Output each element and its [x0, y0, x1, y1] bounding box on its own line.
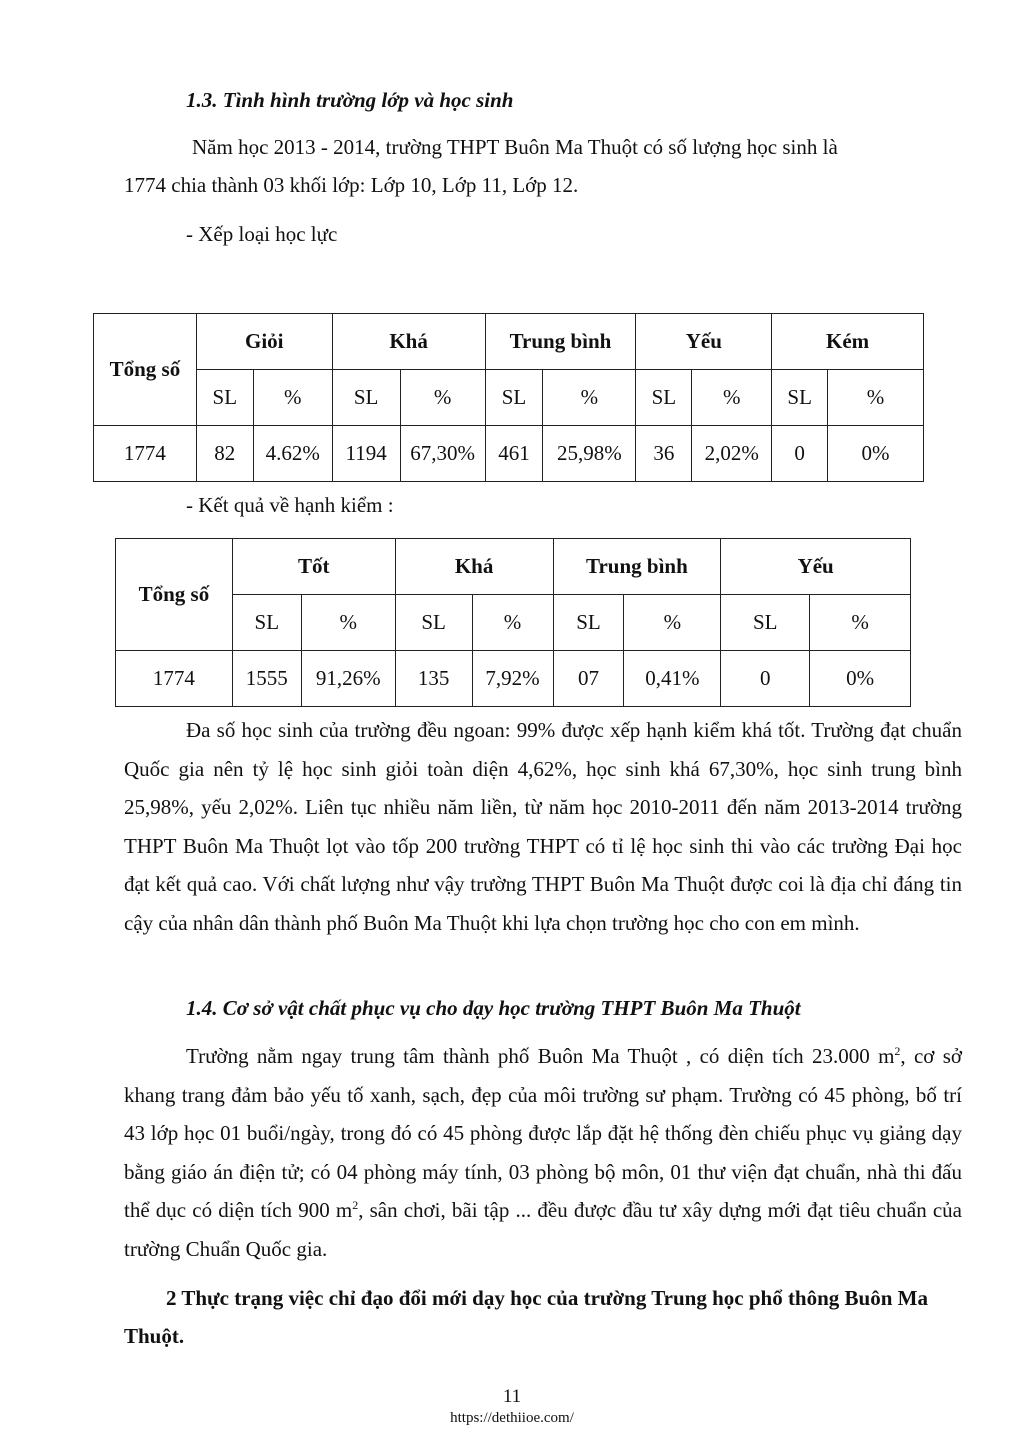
academic-sub-header: SL [196, 370, 253, 426]
conduct-cell: 0% [810, 651, 911, 707]
academic-sub-header: % [543, 370, 636, 426]
academic-cell: 1774 [94, 426, 197, 482]
conduct-sub-header: % [810, 595, 911, 651]
facilities-text-2: , cơ sở khang trang đảm bảo yếu tố xanh, sạch, đẹp của môi trường sư phạm. Trường có 45 phòng, bố trí 43 lớp học 01 buổi/ngày, trong đó có 45 phòng được lắp đặt hệ thống đèn chiếu phục vụ giảng dạy bằng giáo án điện tử; có 04 phòng máy tính, 03 phòng bộ môn, 01 thư viện đạt chuẩn, nhà thi đấu thể dục có diện tích 900 m [124, 1044, 962, 1222]
conduct-cell: 7,92% [472, 651, 553, 707]
facilities-text-1: Trường nằm ngay trung tâm thành phố Buôn Ma Thuột , có diện tích 23.000 m [186, 1044, 895, 1068]
facilities-paragraph [124, 1037, 962, 1268]
academic-label: - Xếp loại học lực [186, 222, 338, 246]
conduct-label: - Kết quả về hạnh kiểm : [186, 493, 394, 517]
page-number: 11 [502, 1386, 522, 1407]
conduct-sub-header: SL [721, 595, 810, 651]
academic-cell: 1194 [332, 426, 400, 482]
conduct-table [115, 538, 911, 707]
conduct-cell: 0 [721, 651, 810, 707]
intro-line-1: Năm học 2013 - 2014, trường THPT Buôn Ma Thuột có số lượng học sinh là [192, 135, 838, 159]
academic-cell: 461 [485, 426, 543, 482]
summary-paragraph: Đa số học sinh của trường đều ngoan: 99% được xếp hạnh kiểm khá tốt. Trường đạt chuẩn Quốc gia nên tỷ lệ học sinh giỏi toàn diện 4,62%, học sinh khá 67,30%, học sinh trung bình 25,98%, yếu 2,02%. Liên tục nhiều năm liền, từ năm học 2010-2011 đến năm 2013-2014 trường THPT Buôn Ma Thuột lọt vào tốp 200 trường THPT có tỉ lệ học sinh thi vào các trường Đại học đạt kết quả cao. Với chất lượng như vậy trường THPT Buôn Ma Thuột được coi là địa chỉ đáng tin cậy của nhân dân thành phố Buôn Ma Thuột khi lựa chọn trường học cho con em mình. [124, 718, 962, 935]
conduct-group-header: Yếu [721, 539, 911, 595]
intro-line-2: 1774 chia thành 03 khối lớp: Lớp 10, Lớp 11, Lớp 12. [124, 173, 579, 197]
section-heading-2: 2 Thực trạng việc chỉ đạo đổi mới dạy học của trường Trung học phổ thông Buôn Ma Thuột. [124, 1286, 928, 1348]
conduct-cell: 1555 [232, 651, 301, 707]
academic-cell: 4.62% [253, 426, 332, 482]
superscript-2: 2 [894, 1044, 901, 1058]
conduct-sub-header: SL [553, 595, 624, 651]
conduct-sub-header: % [472, 595, 553, 651]
conduct-cell: 135 [395, 651, 472, 707]
facilities-text-3: , sân chơi, bãi tập ... đều được đầu tư xây dựng mới đạt tiêu chuẩn của trường Chuẩn Quốc gia. [124, 1198, 962, 1261]
academic-total-header: Tổng số [94, 314, 197, 426]
conduct-cell: 07 [553, 651, 624, 707]
academic-group-header: Khá [332, 314, 485, 370]
superscript-2: 2 [352, 1198, 359, 1212]
footer-url: https://dethiioe.com/ [450, 1410, 574, 1426]
academic-group-header: Kém [772, 314, 924, 370]
academic-cell: 82 [196, 426, 253, 482]
academic-sub-header: % [692, 370, 772, 426]
conduct-sub-header: % [624, 595, 721, 651]
academic-sub-header: % [400, 370, 485, 426]
academic-group-header: Yếu [636, 314, 772, 370]
academic-sub-header: SL [636, 370, 692, 426]
academic-group-header: Giỏi [196, 314, 332, 370]
academic-sub-header: SL [332, 370, 400, 426]
conduct-total-header: Tổng số [116, 539, 233, 651]
academic-sub-header: SL [772, 370, 828, 426]
conduct-sub-header: % [301, 595, 395, 651]
conduct-cell: 91,26% [301, 651, 395, 707]
academic-cell: 0 [772, 426, 828, 482]
academic-cell: 67,30% [400, 426, 485, 482]
academic-sub-header: % [253, 370, 332, 426]
academic-sub-header: % [828, 370, 924, 426]
conduct-cell: 0,41% [624, 651, 721, 707]
conduct-sub-header: SL [232, 595, 301, 651]
conduct-group-header: Khá [395, 539, 553, 595]
academic-table [93, 313, 924, 482]
section-heading-1-3: 1.3. Tình hình trường lớp và học sinh [186, 88, 514, 112]
academic-group-header: Trung bình [485, 314, 636, 370]
conduct-group-header: Tốt [232, 539, 395, 595]
academic-cell: 36 [636, 426, 692, 482]
conduct-sub-header: SL [395, 595, 472, 651]
academic-cell: 0% [828, 426, 924, 482]
conduct-group-header: Trung bình [553, 539, 721, 595]
academic-sub-header: SL [485, 370, 543, 426]
academic-cell: 2,02% [692, 426, 772, 482]
conduct-cell: 1774 [116, 651, 233, 707]
academic-cell: 25,98% [543, 426, 636, 482]
section-heading-1-4: 1.4. Cơ sở vật chất phục vụ cho dạy học trường THPT Buôn Ma Thuột [186, 996, 801, 1020]
